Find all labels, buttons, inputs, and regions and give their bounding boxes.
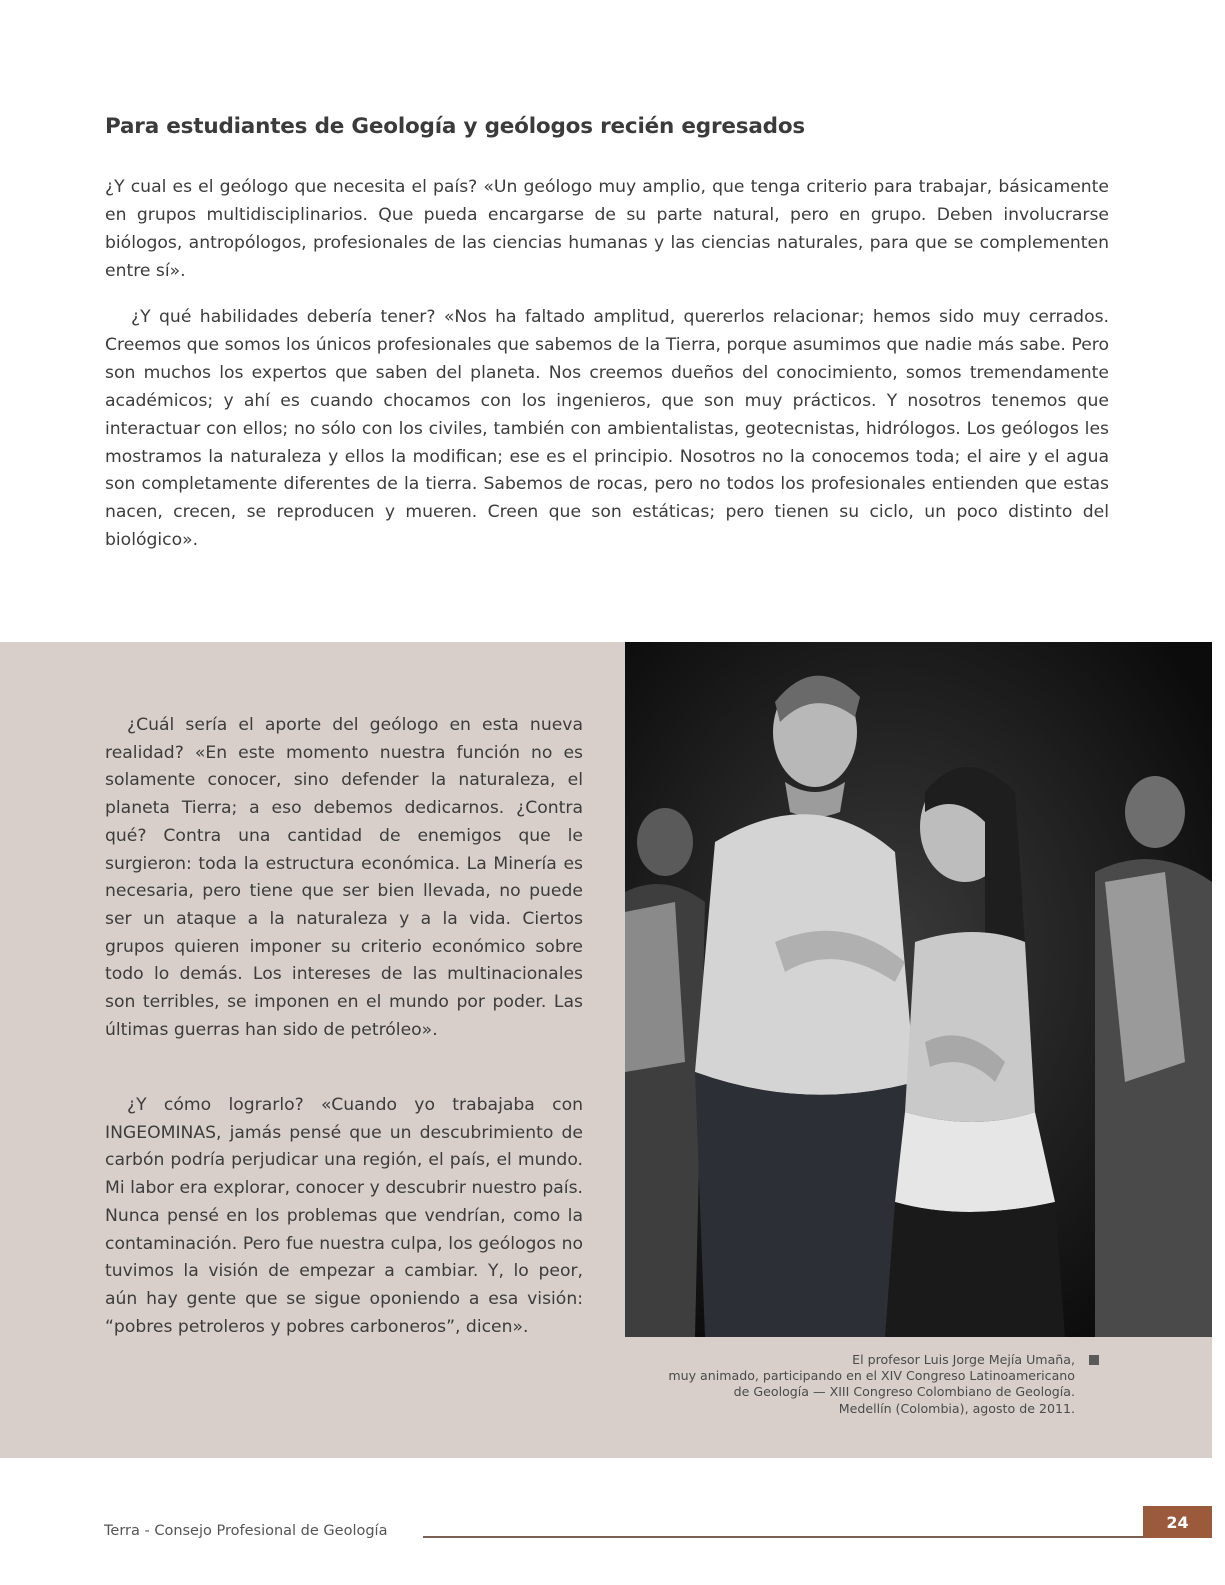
caption-line-2: muy animado, participando en el XIV Congreso Latinoamericano (668, 1368, 1075, 1384)
caption-line-1: El profesor Luis Jorge Mejía Umaña, (852, 1352, 1075, 1367)
footer-rule (423, 1536, 1143, 1538)
page-number-badge: 24 (1143, 1506, 1212, 1538)
paragraph-intro: ¿Y cual es el geólogo que necesita el país? «Un geólogo muy amplio, que tenga criterio para trabajar, básicamente en grupos multidisciplinarios. Que pueda encargarse de su parte natural, pero en grupo. Deben involucrarse biólogos, antropólogos, profesionales de las ciencias humanas y las ciencias naturales, para que se complementen entre sí». (105, 177, 1109, 281)
caption-line-3: de Geología — XIII Congreso Colombiano de Geología. (733, 1384, 1075, 1400)
section-heading: Para estudiantes de Geología y geólogos recién egresados (105, 114, 806, 139)
paragraph-skills: ¿Y qué habilidades debería tener? «Nos ha faltado amplitud, quererlos relacionar; hemos sido muy cerrados. Creemos que somos los únicos profesionales que sabemos de la Tierra, porque asumimos que nadie más sabe. Pero son muchos los expertos que saben del planeta. Nos creemos dueños del conocimiento, somos tremendamente académicos; y ahí es cuando chocamos con los ingenieros, que son muy prácticos. Y nosotros tenemos que interactuar con ellos; no sólo con los civiles, también con ambientalistas, geotecnistas, hidrólogos. Los geólogos les mostramos la naturaleza y ellos la modifican; ese es el principio. Nosotros no la conocemos toda; el aire y el agua son completamente diferentes de la tierra. Sabemos de rocas, pero no todos los profesionales entienden que estas nacen, crecen, se reproducen y mueren. Creen que son estáticas; pero tienen su ciclo, un poco distinto del biológico». (105, 307, 1109, 551)
photo-illustration (625, 642, 1212, 1337)
footer-publication: Terra - Consejo Profesional de Geología (104, 1523, 388, 1539)
dancing-photo (625, 642, 1212, 1337)
caption-square-icon (1089, 1355, 1099, 1365)
caption-line-4: Medellín (Colombia), agosto de 2011. (838, 1400, 1075, 1416)
photo-caption (610, 1352, 1075, 1417)
paragraph-contribution: ¿Cuál sería el aporte del geólogo en esta nueva realidad? «En este momento nuestra función no es solamente conocer, sino defender la naturaleza, el planeta Tierra; a eso debemos dedicarnos. ¿Contra qué? Contra una cantidad de enemigos que le surgieron: toda la estructura económica. La Minería es necesaria, pero tiene que ser bien llevada, no puede ser un ataque a la naturaleza y a la vida. Ciertos grupos quieren imponer su criterio económico sobre todo lo demás. Los intereses de las multinacionales son terribles, se imponen en el mundo por poder. Las últimas guerras han sido de petróleo». (105, 715, 583, 1040)
paragraph-how: ¿Y cómo lograrlo? «Cuando yo trabajaba con INGEOMINAS, jamás pensé que un descubrimiento de carbón podría perjudicar una región, el país, el mundo. Mi labor era explorar, conocer y descubrir nuestro país. Nunca pensé en los problemas que vendrían, como la contaminación. Pero fue nuestra culpa, los geólogos no tuvimos la visión de empezar a cambiar. Y, lo peor, aún hay gente que se sigue oponiendo a esa visión: “pobres petroleros y pobres carboneros”, dicen». (105, 1095, 583, 1337)
